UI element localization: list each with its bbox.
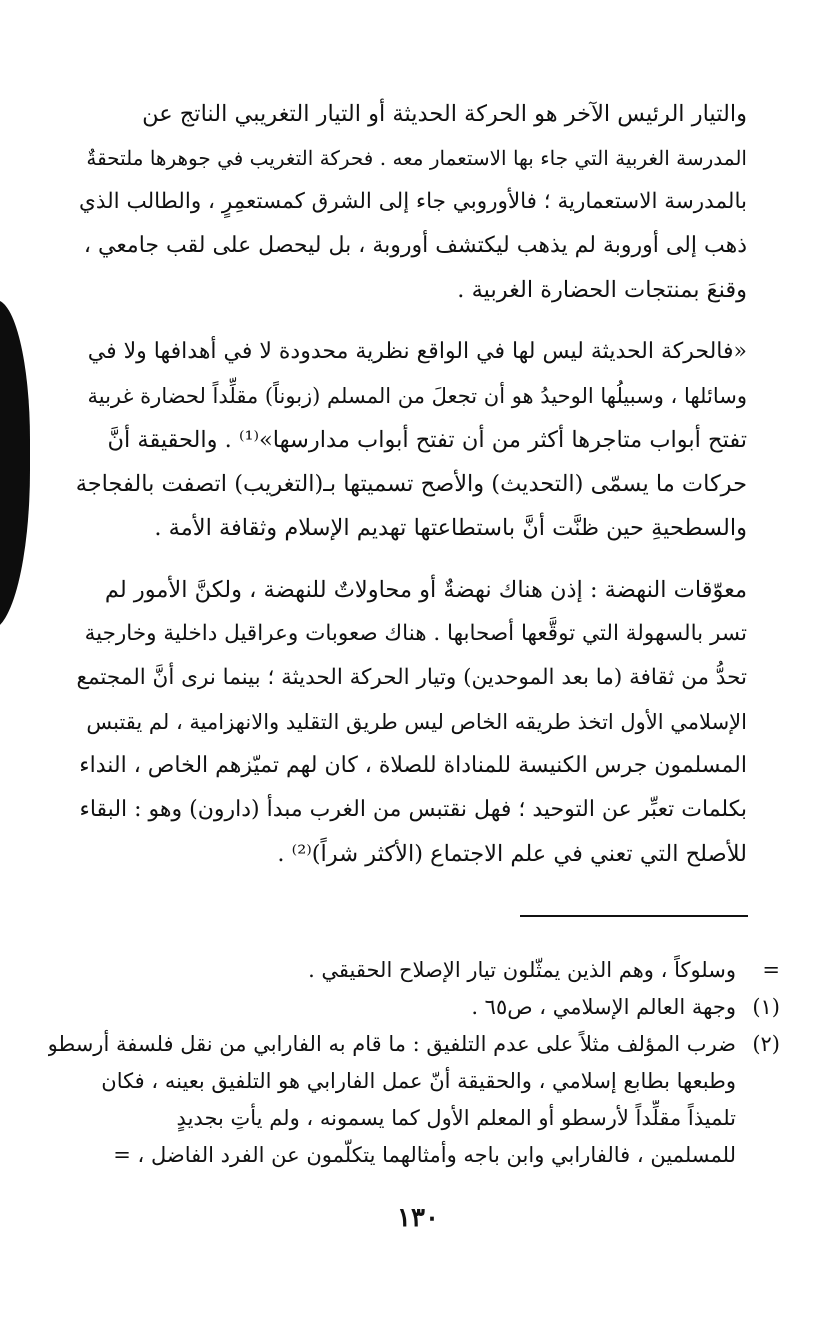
text-line: تفتح أبواب متاجرها أكثر من أن تفتح أبواب مدارسها»⁽¹⁾ . والحقيقة أنَّ (107, 427, 747, 453)
footnote-line: للمسلمين ، فالفارابي وابن باجه وأمثالهما يتكلّمون عن الفرد الفاضل ، = (113, 1143, 736, 1167)
text-line: والتيار الرئيس الآخر هو الحركة الحديثة أو التيار التغريبي الناتج عن (142, 101, 747, 127)
footnote-line: تلميذاً مقلِّداً لأرسطو أو المعلم الأول كما يسمونه ، ولم يأتِ بجديدٍ (176, 1106, 736, 1130)
footnote-2 (47, 1026, 780, 1174)
text-line: المدرسة الغربية التي جاء بها الاستعمار معه . فحركة التغريب في جوهرها ملتحقةٌ (86, 146, 747, 170)
text-line: الإسلامي الأول اتخذ طريقه الخاص ليس طريق التقليد والانهزامية ، لم يقتبس (86, 710, 747, 734)
text-line: والسطحيةِ حين ظنَّت أنَّ باستطاعتها تهديم الإسلام وثقافة الأمة . (154, 515, 747, 541)
footnote-separator (520, 915, 748, 917)
footnote-line: وسلوكاً ، وهم الذين يمثّلون تيار الإصلاح الحقيقي . (308, 958, 736, 982)
paragraph-1 (75, 92, 747, 312)
text-line: بكلمات تعبِّر عن التوحيد ؛ فهل نقتبس من الغرب مبدأ (دارون) وهو : البقاء (79, 797, 747, 822)
footnote-line: وطبعها بطابع إسلامي ، والحقيقة أنّ عمل الفارابي هو التلفيق بعينه ، فكان (101, 1069, 736, 1093)
text-line: المسلمون جرس الكنيسة للمناداة للصلاة ، كان لهم تميّزهم الخاص ، النداء (79, 753, 747, 778)
footnote-mark: (٢) (752, 1032, 780, 1056)
footnote-continuation (75, 952, 780, 989)
scan-edge-shadow (0, 300, 30, 630)
text-line: تسر بالسهولة التي توقَّعها أصحابها . هناك صعوبات وعراقيل داخلية وخارجية (84, 621, 747, 646)
footnote-1 (75, 989, 780, 1026)
text-line: ذهب إلى أوروبة لم يذهب ليكتشف أوروبة ، بل ليحصل على لقب جامعي ، (83, 233, 747, 258)
footnote-mark: (١) (752, 995, 780, 1019)
page-number: ١٣٠ (397, 1203, 439, 1233)
paragraph-3 (75, 568, 747, 876)
paragraph-2 (75, 330, 747, 550)
text-line: معوّقات النهضة : إذن هناك نهضةٌ أو محاولاتٌ للنهضة ، ولكنَّ الأمور لم (104, 577, 747, 603)
footnote-line: وجهة العالم الإسلامي ، ص٦٥ . (471, 995, 736, 1019)
text-line: للأصلح التي تعني في علم الاجتماع (الأكثر شراً)⁽²⁾ . (277, 841, 747, 867)
text-line: بالمدرسة الاستعمارية ؛ فالأوروبي جاء إلى الشرق كمستعمِرٍ ، والطالب الذي (78, 189, 747, 214)
footnote-mark: = (762, 958, 780, 982)
footnotes (47, 952, 780, 1174)
text-line: وسائلها ، وسبيلُها الوحيدُ هو أن تجعلَ من المسلم (زبوناً) مقلِّداً لحضارة غربية (87, 384, 747, 408)
text-line: حركات ما يسمّى (التحديث) والأصح تسميتها بـ(التغريب) اتصفت بالفجاجة (75, 471, 747, 497)
text-line: «فالحركة الحديثة ليس لها في الواقع نظرية محدودة لا في أهدافها ولا في (87, 339, 747, 364)
text-line: تحدُّ من ثقافة (ما بعد الموحدين) وتيار الحركة الحديثة ؛ بينما نرى أنَّ المجتمع (76, 665, 747, 690)
footnote-line: ضرب المؤلف مثلاً على عدم التلفيق : ما قام به الفارابي من نقل فلسفة أرسطو (47, 1032, 736, 1056)
text-line: وقنعَ بمنتجات الحضارة الغربية . (457, 277, 747, 303)
